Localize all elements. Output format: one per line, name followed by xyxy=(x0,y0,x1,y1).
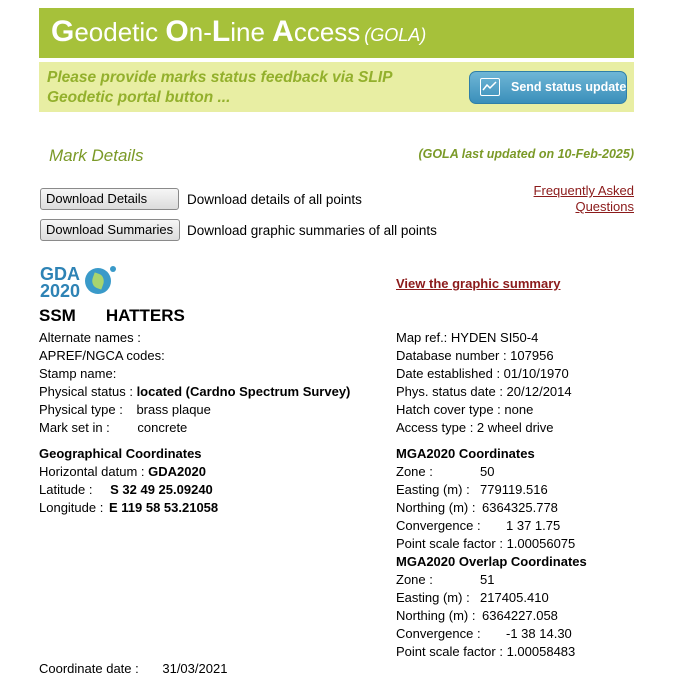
date-established: Date established : 01/10/1970 xyxy=(396,366,569,381)
phys-status-date: Phys. status date : 20/12/2014 xyxy=(396,384,572,399)
horizontal-datum-value: GDA2020 xyxy=(148,464,206,479)
physical-status-value: located (Cardno Spectrum Survey) xyxy=(136,384,351,399)
last-updated-text: (GOLA last updated on 10-Feb-2025) xyxy=(418,147,634,161)
alternate-names: Alternate names : xyxy=(39,330,141,345)
latitude-value: S 32 49 25.09240 xyxy=(110,482,213,497)
zone-value: 50 xyxy=(480,464,495,479)
physical-type-value: brass plaque xyxy=(136,402,211,417)
overlap-point-scale-factor-value: 1.00058483 xyxy=(506,644,576,659)
easting: Easting (m) : 779119.516 xyxy=(396,482,548,497)
overlap-point-scale-factor: Point scale factor : 1.00058483 xyxy=(396,644,576,659)
mark-label: HATTERS xyxy=(105,306,185,325)
map-ref: Map ref.: HYDEN SI50-4 xyxy=(396,330,539,345)
physical-type: Physical type : brass plaque xyxy=(39,402,211,417)
hatch-cover-type: Hatch cover type : none xyxy=(396,402,534,417)
view-graphic-summary-link[interactable]: View the graphic summary xyxy=(396,276,561,291)
geographical-coordinates-heading: Geographical Coordinates xyxy=(39,446,202,461)
faq-link[interactable]: Frequently Asked Questions xyxy=(533,183,634,214)
database-number: Database number : 107956 xyxy=(396,348,554,363)
download-details-description: Download details of all points xyxy=(187,192,362,207)
mark-set-in: Mark set in : concrete xyxy=(39,420,188,435)
access-type: Access type : 2 wheel drive xyxy=(396,420,554,435)
overlap-northing: Northing (m) : 6364227.058 xyxy=(396,608,558,623)
overlap-northing-value: 6364227.058 xyxy=(482,608,558,623)
gda2020-logo: GDA 2020 xyxy=(40,266,116,304)
mark-set-value: concrete xyxy=(137,420,188,435)
longitude: Longitude : E 119 58 53.21058 xyxy=(39,500,219,515)
longitude-value: E 119 58 53.21058 xyxy=(108,500,219,515)
app-title: Geodetic On-Line Access (GOLA) xyxy=(51,15,427,48)
horizontal-datum: Horizontal datum : GDA2020 xyxy=(39,464,206,479)
physical-status: Physical status : located (Cardno Spectrum Survey) xyxy=(39,384,351,399)
download-summaries-button[interactable]: Download Summaries xyxy=(40,219,180,241)
northing-value: 6364325.778 xyxy=(482,500,558,515)
mga2020-overlap-heading: MGA2020 Overlap Coordinates xyxy=(396,554,587,569)
app-header xyxy=(39,8,634,58)
coordinate-date: Coordinate date : 31/03/2021 xyxy=(39,661,228,676)
overlap-convergence: Convergence : -1 38 14.30 xyxy=(396,626,572,641)
convergence-value: 1 37 1.75 xyxy=(506,518,561,533)
convergence: Convergence : 1 37 1.75 xyxy=(396,518,561,533)
zone: Zone : 50 xyxy=(396,464,495,479)
easting-value: 779119.516 xyxy=(480,482,548,497)
overlap-zone-value: 51 xyxy=(480,572,495,587)
overlap-zone: Zone : 51 xyxy=(396,572,495,587)
northing: Northing (m) : 6364325.778 xyxy=(396,500,558,515)
point-scale-factor-value: 1.00056075 xyxy=(506,536,576,551)
app-abbrev: (GOLA) xyxy=(364,25,427,45)
overlap-convergence-value: -1 38 14.30 xyxy=(506,626,572,641)
send-status-update-button[interactable] xyxy=(469,71,627,104)
mark-name xyxy=(39,306,185,326)
download-details-button[interactable]: Download Details xyxy=(40,188,179,210)
feedback-banner xyxy=(39,62,634,112)
latitude: Latitude : S 32 49 25.09240 xyxy=(39,482,213,497)
section-title: Mark Details xyxy=(49,146,144,165)
banner-message: Please provide marks status feedback via SLIP Geodetic portal button ... xyxy=(47,69,393,106)
point-scale-factor: Point scale factor : 1.00056075 xyxy=(396,536,576,551)
send-status-update-label: Send status update xyxy=(511,80,627,94)
apref-codes: APREF/NGCA codes: xyxy=(39,348,165,363)
download-summaries-description: Download graphic summaries of all points xyxy=(187,223,437,238)
mga2020-heading: MGA2020 Coordinates xyxy=(396,446,535,461)
overlap-easting-value: 217405.410 xyxy=(480,590,549,605)
mark-type: SSM xyxy=(39,306,76,325)
coordinate-date-value: 31/03/2021 xyxy=(162,661,228,676)
chart-icon xyxy=(480,78,500,96)
stamp-name: Stamp name: xyxy=(39,366,117,381)
overlap-easting: Easting (m) : 217405.410 xyxy=(396,590,549,605)
